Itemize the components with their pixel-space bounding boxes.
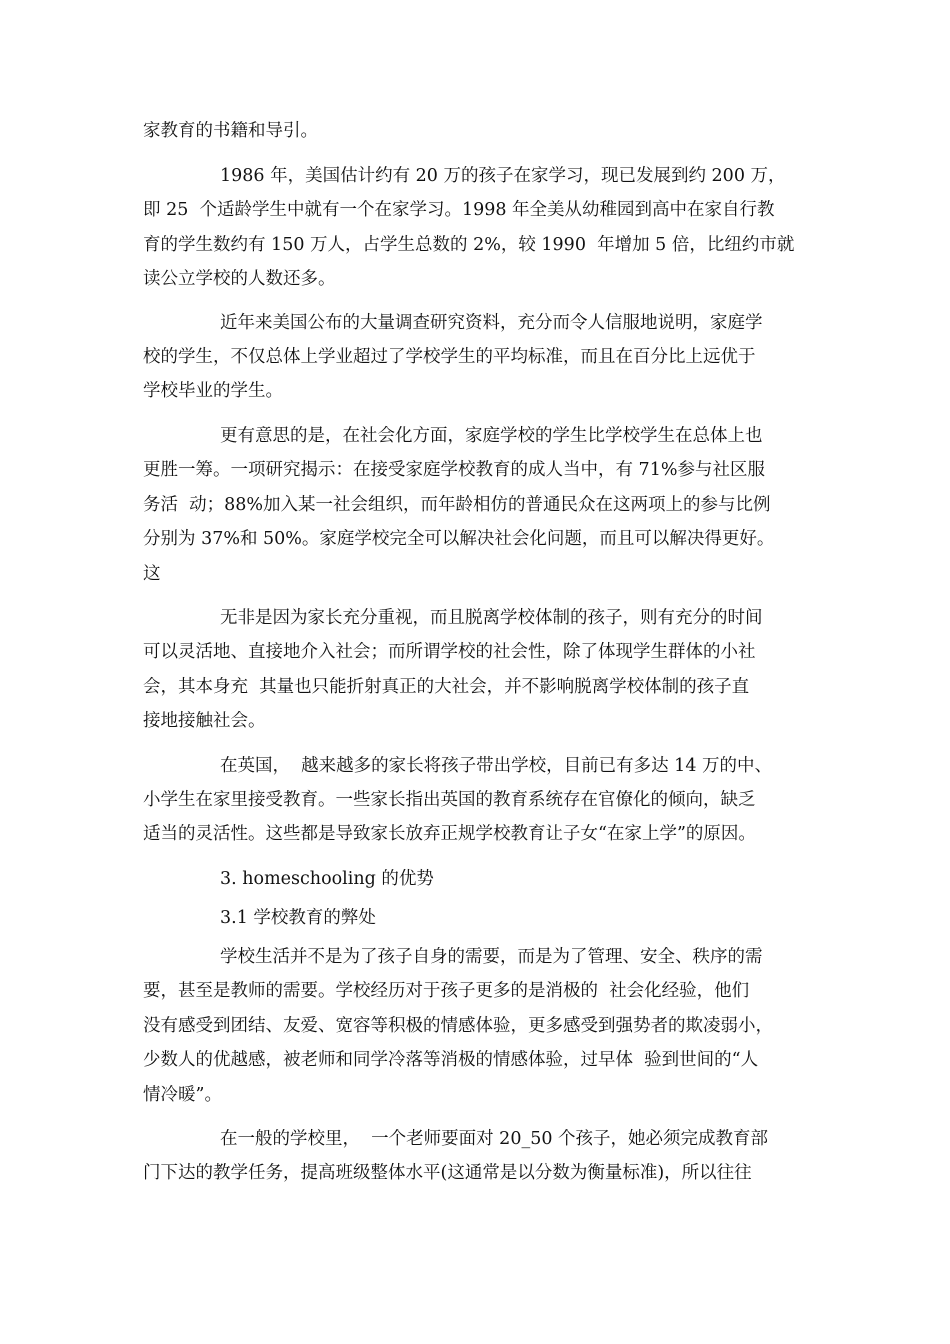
paragraph-start-line: 近年来美国公布的大量调查研究资料，充分而令人信服地说明，家庭学 — [220, 313, 763, 333]
text-line: 即 25 个适龄学生中就有一个在家学习。1998 年全美从幼稚园到高中在家自行教 — [143, 200, 775, 220]
text-line: 接地接触社会。 — [143, 711, 266, 731]
text-line: 要，甚至是教师的需要。学校经历对于孩子更多的是消极的 社会化经验，他们 — [143, 981, 750, 1001]
text-line: 没有感受到团结、友爱、宽容等积极的情感体验，更多感受到强势者的欺凌弱小， — [143, 1016, 773, 1036]
paragraph-start-line: 在一般的学校里， 一个老师要面对 20_50 个孩子，她必须完成教育部 — [220, 1129, 769, 1149]
text-line: 可以灵活地、直接地介入社会；而所谓学校的社会性，除了体现学生群体的小社 — [143, 642, 756, 662]
text-line: 分别为 37%和 50%。家庭学校完全可以解决社会化问题，而且可以解决得更好。 — [143, 529, 775, 549]
text-line: 务活 动；88%加入某一社会组织，而年龄相仿的普通民众在这两项上的参与比例 — [143, 495, 771, 515]
subsection-heading: 3.1 学校教育的弊处 — [220, 908, 376, 928]
text-line: 家教育的书籍和导引。 — [143, 121, 318, 141]
text-line: 小学生在家里接受教育。一些家长指出英国的教育系统存在官僚化的倾向，缺乏 — [143, 790, 756, 810]
text-line: 读公立学校的人数还多。 — [143, 269, 336, 289]
text-line: 少数人的优越感，被老师和同学冷落等消极的情感体验，过早体 验到世间的“人 — [143, 1050, 759, 1070]
text-line: 育的学生数约有 150 万人，占学生总数的 2%，较 1990 年增加 5 倍，比纽约市就 — [143, 235, 795, 255]
paragraph-start-line: 1986 年，美国估计约有 20 万的孩子在家学习，现已发展到约 200 万， — [220, 166, 786, 186]
text-line: 门下达的教学任务，提高班级整体水平(这通常是以分数为衡量标准)，所以往往 — [143, 1163, 752, 1183]
text-line: 更胜一筹。一项研究揭示：在接受家庭学校教育的成人当中，有 71%参与社区服 — [143, 460, 765, 480]
paragraph-start-line: 无非是因为家长充分重视，而且脱离学校体制的孩子，则有充分的时间 — [220, 608, 763, 628]
section-heading: 3. homeschooling 的优势 — [220, 869, 434, 889]
text-line: 情冷暖”。 — [143, 1085, 222, 1105]
text-line: 校的学生，不仅总体上学业超过了学校学生的平均标准，而且在百分比上远优于 — [143, 347, 756, 367]
text-line: 适当的灵活性。这些都是导致家长放弃正规学校教育让子女“在家上学”的原因。 — [143, 824, 756, 844]
paragraph-start-line: 学校生活并不是为了孩子自身的需要，而是为了管理、安全、秩序的需 — [220, 947, 763, 967]
text-line: 这 — [143, 564, 161, 584]
paragraph-start-line: 在英国， 越来越多的家长将孩子带出学校，目前已有多达 14 万的中、 — [220, 756, 773, 776]
text-line: 学校毕业的学生。 — [143, 381, 283, 401]
paragraph-start-line: 更有意思的是，在社会化方面，家庭学校的学生比学校学生在总体上也 — [220, 426, 763, 446]
text-line: 会，其本身充 其量也只能折射真正的大社会，并不影响脱离学校体制的孩子直 — [143, 677, 750, 697]
